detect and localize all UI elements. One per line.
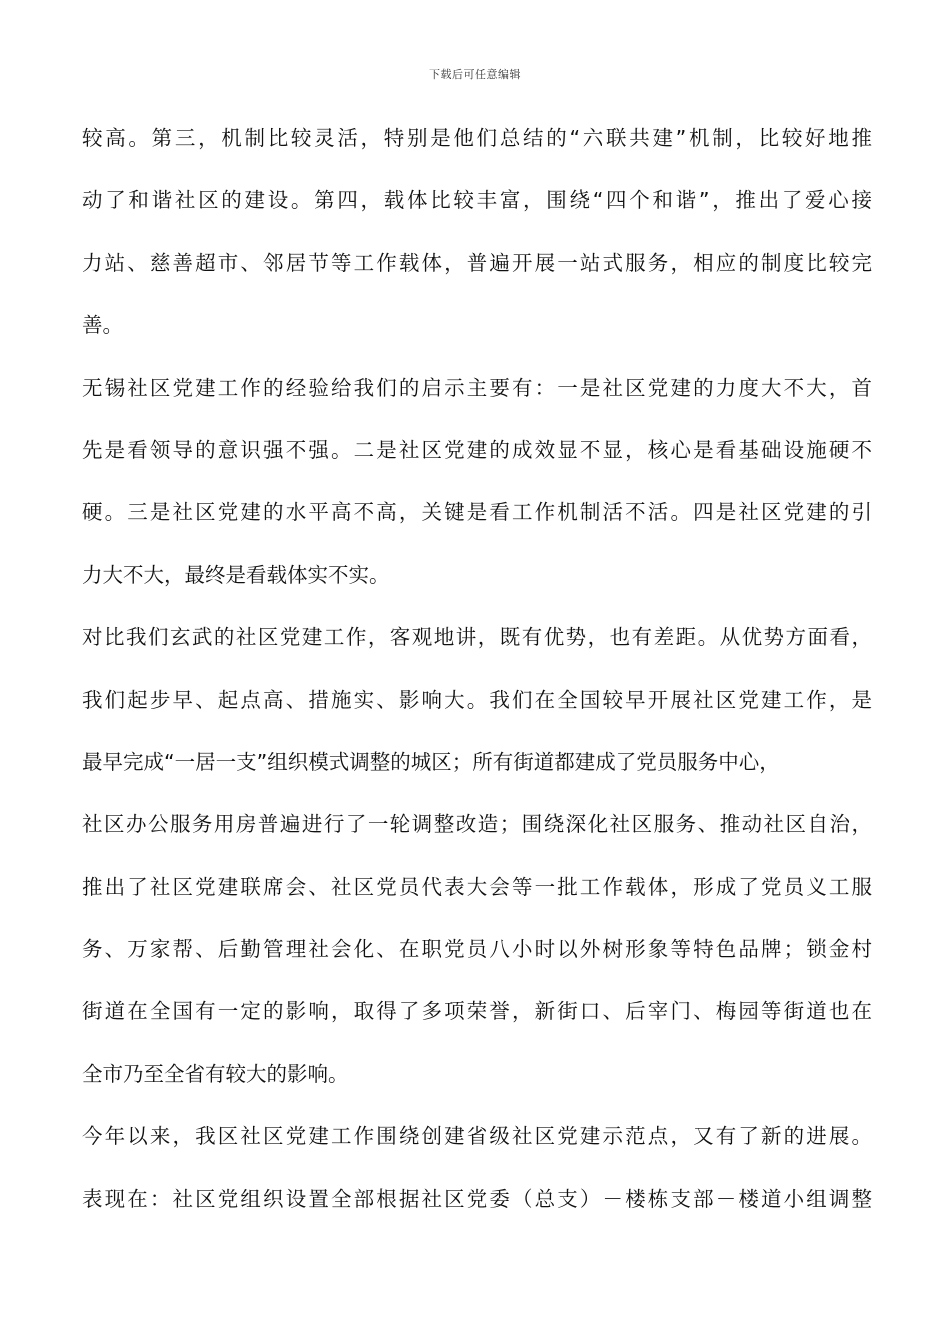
text-line: 善。 — [82, 313, 123, 338]
text-line: 动了和谐社区的建设。第四，载体比较丰富，围绕“四个和谐”，推出了爱心接 — [82, 188, 872, 213]
text-line: 力站、慈善超市、邻居节等工作载体，普遍开展一站式服务，相应的制度比较完 — [82, 250, 872, 275]
text-line: 对比我们玄武的社区党建工作，客观地讲，既有优势，也有差距。从优势方面看， — [82, 625, 872, 650]
text-line: 力大不大，最终是看载体实不实。 — [82, 562, 390, 587]
text-line: 今年以来，我区社区党建工作围绕创建省级社区党建示范点，又有了新的进展。 — [82, 1124, 872, 1149]
text-line: 我们起步早、起点高、措施实、影响大。我们在全国较早开展社区党建工作，是 — [82, 687, 872, 712]
text-line: 全市乃至全省有较大的影响。 — [82, 1061, 349, 1086]
text-line: 街道在全国有一定的影响，取得了多项荣誉，新街口、后宰门、梅园等街道也在 — [82, 999, 872, 1024]
text-line: 社区办公服务用房普遍进行了一轮调整改造；围绕深化社区服务、推动社区自治， — [82, 812, 872, 837]
text-line: 硬。三是社区党建的水平高不高，关键是看工作机制活不活。四是社区党建的引 — [82, 500, 872, 525]
text-line: 较高。第三，机制比较灵活，特别是他们总结的“六联共建”机制，比较好地推 — [82, 126, 872, 150]
text-line: 表现在：社区党组织设置全部根据社区党委（总支）－楼栋支部－楼道小组调整 — [82, 1186, 872, 1211]
text-line: 最早完成“一居一支”组织模式调整的城区；所有街道都建成了党员服务中心， — [82, 749, 780, 774]
text-line: 先是看领导的意识强不强。二是社区党建的成效显不显，核心是看基础设施硬不 — [82, 437, 872, 462]
body-text — [82, 118, 872, 1241]
text-line: 无锡社区党建工作的经验给我们的启示主要有：一是社区党建的力度大不大，首 — [82, 375, 872, 400]
text-line: 推出了社区党建联席会、社区党员代表大会等一批工作载体，形成了党员义工服 — [82, 874, 872, 899]
header-note: 下载后可任意编辑 — [429, 68, 521, 81]
text-line: 务、万家帮、后勤管理社会化、在职党员八小时以外树形象等特色品牌；锁金村 — [82, 937, 872, 962]
